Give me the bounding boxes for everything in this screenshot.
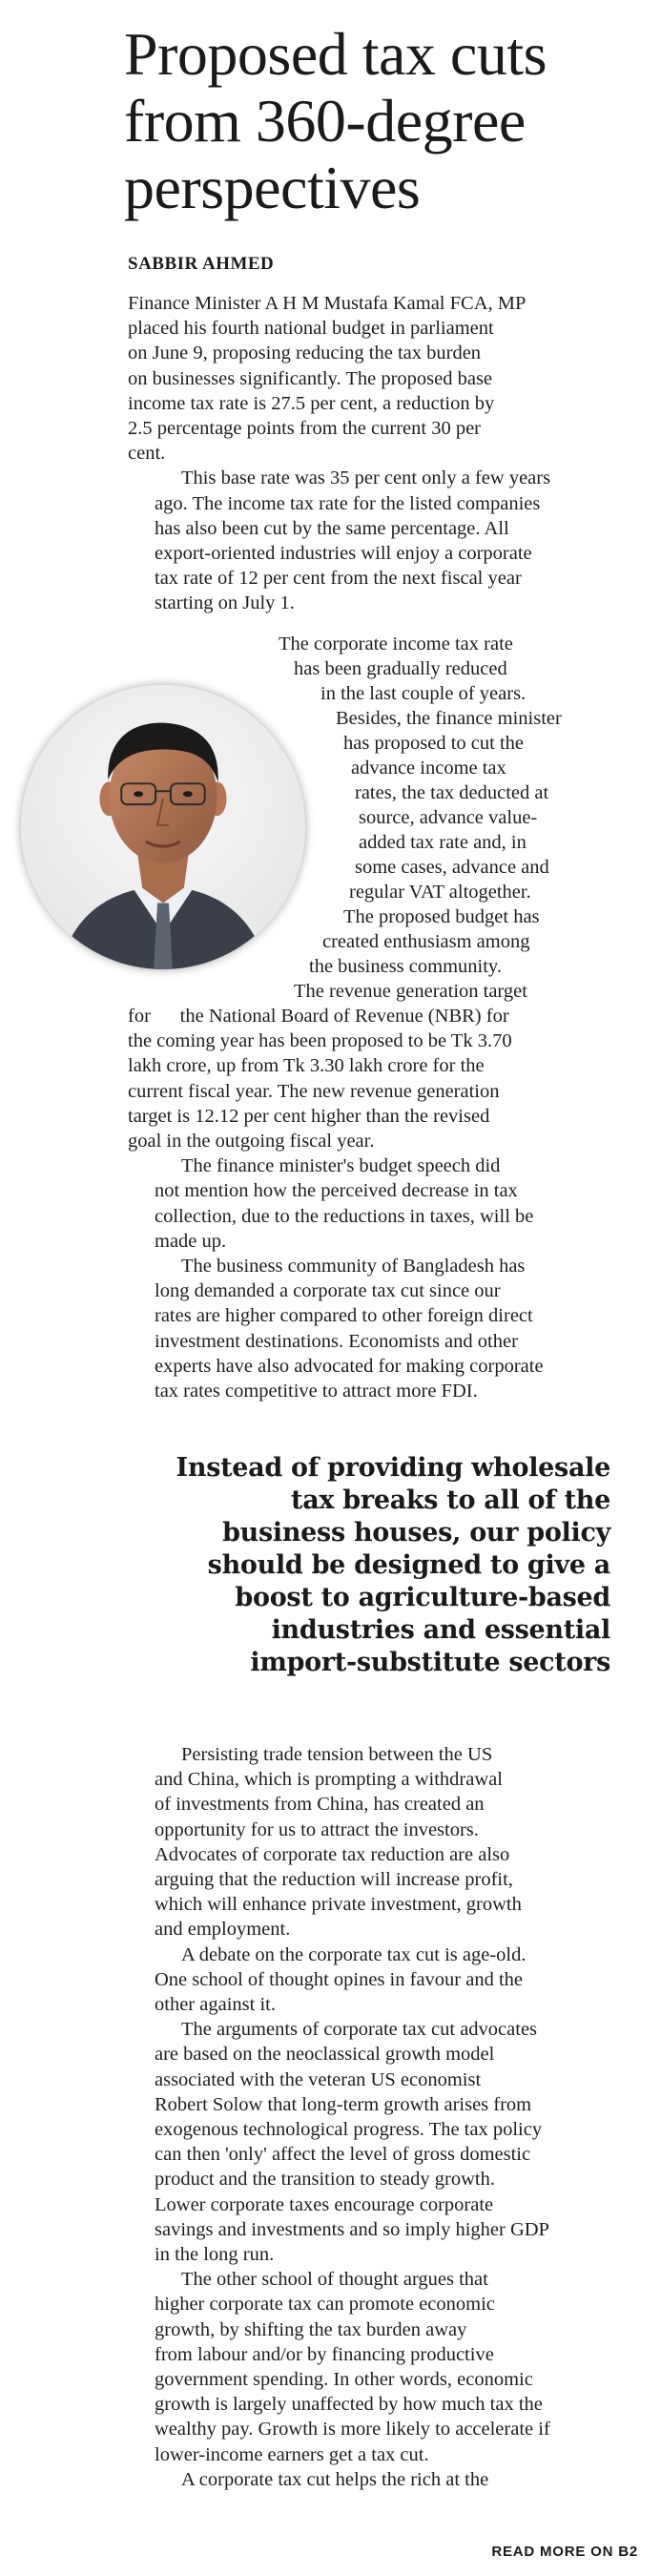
text-line: growth is largely unaffected by how much tax the xyxy=(155,2394,543,2416)
text-line: The revenue generation target xyxy=(294,981,527,1002)
text-line: has been gradually reduced xyxy=(294,658,507,679)
paragraph xyxy=(128,1004,622,1153)
byline: SABBIR AHMED xyxy=(128,254,275,274)
text-line: Robert Solow that long-term growth arises from xyxy=(155,2093,532,2115)
text-line: added tax rate and, in xyxy=(359,832,527,853)
text-line: advance income tax xyxy=(351,758,506,779)
text-line: government spending. In other words, economic xyxy=(155,2369,533,2391)
text-line: not mention how the perceived decrease in tax xyxy=(155,1180,518,1202)
text-line: A corporate tax cut helps the rich at the xyxy=(181,2468,489,2490)
text-line: current fiscal year. The new revenue generation xyxy=(128,1080,500,1102)
text-line: Lower corporate taxes encourage corporate xyxy=(155,2193,494,2215)
text-line: has also been cut by the same percentage. All xyxy=(155,517,509,539)
pull-quote-line: industries and essential xyxy=(271,1615,610,1645)
text-line: are based on the neoclassical growth model xyxy=(155,2044,495,2066)
text-line: and employment. xyxy=(155,1919,291,1941)
text-line: the coming year has been proposed to be Tk 3.70 xyxy=(128,1030,512,1052)
headline-line: from 360-degree xyxy=(124,87,526,155)
text-line: on businesses significantly. The proposed base xyxy=(128,367,493,389)
text-line: long demanded a corporate tax cut since our xyxy=(155,1280,501,1302)
text-line: which will enhance private investment, growth xyxy=(155,1894,522,1916)
text-line: source, advance value- xyxy=(359,807,538,828)
text-line: The corporate income tax rate xyxy=(279,634,513,654)
text-line: lower-income earners get a tax cut. xyxy=(155,2443,429,2465)
text-line: for the National Board of Revenue (NBR) for xyxy=(128,1006,509,1027)
text-line: placed his fourth national budget in parliament xyxy=(128,318,494,340)
text-line: 2.5 percentage points from the current 30 per xyxy=(128,418,482,440)
pull-quote-line: import-substitute sectors xyxy=(250,1648,610,1677)
text-line: target is 12.12 per cent higher than the revised xyxy=(128,1105,490,1127)
text-line: Persisting trade tension between the US xyxy=(181,1744,493,1765)
text-line: investment destinations. Economists and other xyxy=(155,1330,518,1352)
paragraph xyxy=(128,291,622,466)
headline-line: Proposed tax cuts xyxy=(124,20,547,88)
intro-text xyxy=(128,291,622,616)
text-line: and China, which is prompting a withdrawal xyxy=(155,1769,503,1791)
text-line: can then 'only' affect the level of gross domestic xyxy=(155,2144,531,2166)
text-line: the business community. xyxy=(309,956,502,977)
headline-line: perspectives xyxy=(124,154,421,221)
text-line: ago. The income tax rate for the listed companies xyxy=(155,492,541,514)
author-photo xyxy=(21,685,305,969)
headline xyxy=(124,21,649,221)
text-line: regular VAT altogether. xyxy=(349,882,531,903)
text-line: A debate on the corporate tax cut is age-old. xyxy=(181,1943,527,1965)
paragraph xyxy=(128,1153,622,1254)
text-line: The arguments of corporate tax cut advocates xyxy=(181,2019,538,2041)
text-line: The proposed budget has xyxy=(343,906,540,927)
paragraph xyxy=(128,1254,622,1403)
text-line: rates, the tax deducted at xyxy=(355,782,549,803)
text-line: arguing that the reduction will increase profit, xyxy=(155,1869,513,1891)
pull-quote-line: business houses, our policy xyxy=(222,1518,610,1548)
text-line: The business community of Bangladesh has xyxy=(181,1256,526,1278)
paragraph xyxy=(128,1942,622,2018)
pull-quote-line: tax breaks to all of the xyxy=(291,1485,610,1515)
text-line: starting on July 1. xyxy=(155,592,295,614)
text-line: export-oriented industries will enjoy a corporate xyxy=(155,543,532,565)
text-line: income tax rate is 27.5 per cent, a reduction by xyxy=(128,392,495,414)
text-line: associated with the veteran US economist xyxy=(155,2068,482,2090)
text-line: Besides, the finance minister xyxy=(336,708,562,729)
text-line: made up. xyxy=(155,1230,227,1252)
paragraph xyxy=(128,1742,622,1942)
paragraph xyxy=(128,2467,622,2492)
pull-quote-line: Instead of providing wholesale xyxy=(176,1453,610,1483)
text-line: some cases, advance and xyxy=(355,857,549,878)
text-line: The other school of thought argues that xyxy=(181,2269,488,2291)
text-line: savings and investments and so imply higher GDP xyxy=(155,2218,549,2240)
text-line: created enthusiasm among xyxy=(322,931,530,952)
body-text-middle xyxy=(128,1004,622,1403)
text-line: cent. xyxy=(128,443,166,465)
text-line: rates are higher compared to other foreign direct xyxy=(155,1305,533,1327)
text-line: goal in the outgoing fiscal year. xyxy=(128,1131,375,1153)
text-line: in the long run. xyxy=(155,2244,275,2266)
text-line: Finance Minister A H M Mustafa Kamal FCA, MP xyxy=(128,293,527,314)
text-line: opportunity for us to attract the investors. xyxy=(155,1818,479,1840)
text-line: exogenous technological progress. The tax policy xyxy=(155,2119,543,2141)
text-line: in the last couple of years. xyxy=(320,683,527,704)
text-line: has proposed to cut the xyxy=(343,733,525,754)
paragraph xyxy=(128,2267,622,2467)
text-line: product and the transition to steady growth. xyxy=(155,2169,495,2191)
body-text-bottom xyxy=(128,1742,622,2492)
text-line: higher corporate tax can promote economic xyxy=(155,2294,495,2316)
text-line: growth, by shifting the tax burden away xyxy=(155,2318,467,2340)
text-line: tax rate of 12 per cent from the next fiscal year xyxy=(155,568,522,590)
text-line: This base rate was 35 per cent only a few years xyxy=(181,467,551,489)
text-line: of investments from China, has created an xyxy=(155,1794,485,1816)
pull-quote-line: should be designed to give a xyxy=(207,1550,610,1580)
paragraph xyxy=(128,466,622,615)
pull-quote-line: boost to agriculture-based xyxy=(235,1583,610,1612)
text-line: collection, due to the reductions in taxes, will be xyxy=(155,1205,534,1227)
text-line: Advocates of corporate tax reduction are also xyxy=(155,1843,510,1865)
author-portrait xyxy=(21,685,305,969)
text-line: other against it. xyxy=(155,1994,276,2016)
text-line: One school of thought opines in favour and the xyxy=(155,1968,524,1990)
text-line: wealthy pay. Growth is more likely to accelerate if xyxy=(155,2419,550,2441)
read-more-link[interactable]: READ MORE ON B2 xyxy=(491,2544,638,2560)
text-line: experts have also advocated for making corporate xyxy=(155,1355,544,1377)
text-line: tax rates competitive to attract more FDI. xyxy=(155,1381,478,1402)
pull-quote xyxy=(143,1452,610,1679)
text-line: The finance minister's budget speech did xyxy=(181,1155,501,1177)
text-line: from labour and/or by financing productive xyxy=(155,2343,494,2365)
text-line: on June 9, proposing reducing the tax burden xyxy=(128,343,482,364)
text-line: lakh crore, up from Tk 3.30 lakh crore for the xyxy=(128,1055,485,1077)
paragraph xyxy=(128,2017,622,2267)
